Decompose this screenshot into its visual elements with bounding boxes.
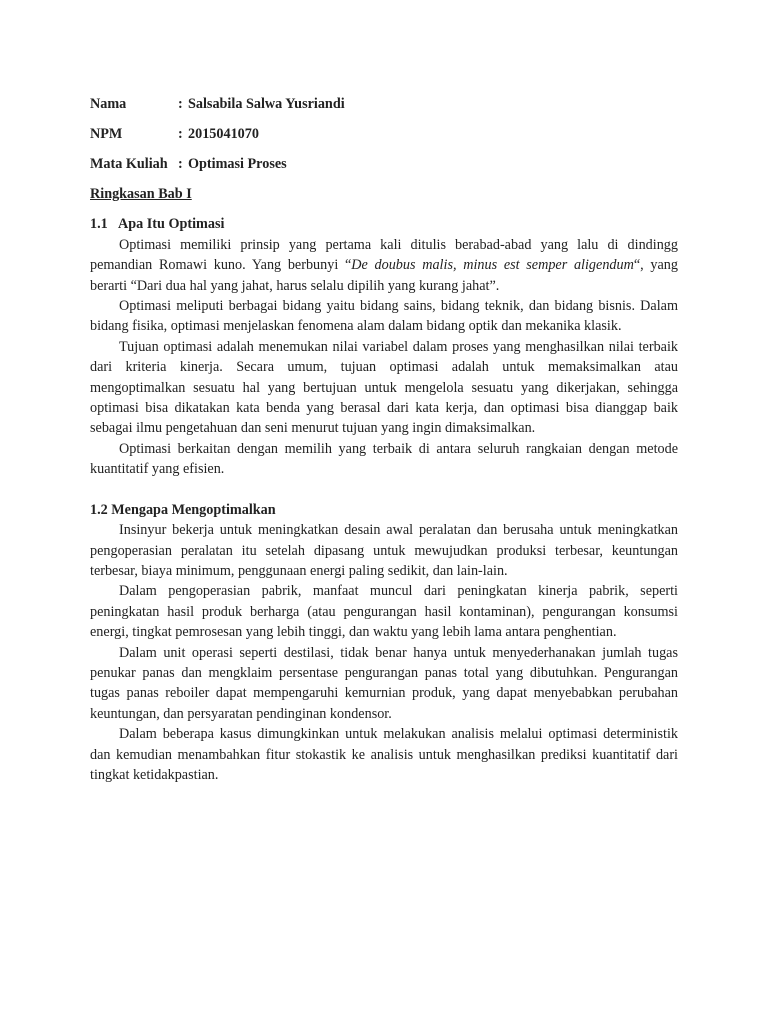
meta-label: Mata Kuliah <box>90 156 168 172</box>
meta-value-npm: 2015041070 <box>188 126 259 142</box>
paragraph: Tujuan optimasi adalah menemukan nilai variabel dalam proses yang menghasilkan nilai terbaik dari kriteria kinerja. Secara umum, tujuan optimasi adalah untuk memaksimalkan atau mengoptimalkan sesuatu hal yang bertujuan untuk mengelola sesuatu yang dikerjakan, sehingga optimasi bisa dikatakan kata benda yang berasal dari kata kerja, dan optimasi bisa dianggap baik sebagai ilmu pengetahuan dan seni menurut tujuan yang ingin dimaksimalkan. <box>90 338 678 437</box>
meta-label: Nama <box>90 96 127 112</box>
document-title: Ringkasan Bab I <box>90 186 192 202</box>
section-title: Apa Itu Optimasi <box>118 216 225 233</box>
paragraph: Optimasi berkaitan dengan memilih yang terbaik di antara seluruh rangkaian dengan metode kuantitatif yang efisien. <box>90 440 678 478</box>
paragraph: Optimasi meliputi berbagai bidang yaitu bidang sains, bidang teknik, dan bidang bisnis. Dalam bidang fisika, optimasi menjelaskan fenomena alam dalam bidang optik dan mekanika klasik. <box>90 298 678 335</box>
meta-row-npm <box>90 124 678 144</box>
section-heading-1-2: 1.2 Mengapa Mengoptimalkan <box>90 501 276 518</box>
text-run: Optimasi memiliki prinsip yang pertama kali ditulis berabad-abad yang lalu di dindingg pemandian Romawi kuno. Yang berbunyi “ <box>90 236 678 274</box>
text-run: “, yang berarti “Dari dua hal yang jahat, harus selalu dipilih yang kurang jahat”. <box>90 257 678 294</box>
latin-quote: De doubus malis, minus est semper aligendum <box>351 257 634 274</box>
paragraph: Dalam unit operasi seperti destilasi, tidak benar hanya untuk menyederhanakan jumlah tugas penukar panas dan mengklaim persentase pengurangan panas total yang dibutuhkan. Pengurangan tugas panas reboiler dapat mempengaruhi kemurnian produk, yang dapat menyebabkan perubahan keuntungan, dan persyaratan pendinginan kondensor. <box>90 644 678 722</box>
meta-row-course <box>90 154 678 174</box>
meta-row-nama <box>90 94 678 114</box>
meta-label: NPM <box>90 126 123 142</box>
section-heading-1-1 <box>90 214 678 234</box>
meta-separator: : <box>178 126 183 142</box>
paragraph: Insinyur bekerja untuk meningkatkan desain awal peralatan dan berusaha untuk meningkatkan pengoperasian peralatan itu setelah dipasang untuk mewujudkan produksi terbesar, keuntungan terbesar, biaya minimum, penggunaan energi paling sedikit, dan lain-lain. <box>90 522 678 579</box>
meta-separator: : <box>178 156 183 172</box>
paragraph: Dalam beberapa kasus dimungkinkan untuk melakukan analisis melalui optimasi deterministik dan kemudian menambahkan fitur stokastik ke analisis untuk menghasilkan prediksi kuantitatif dari tingkat ketidakpastian. <box>90 726 678 783</box>
meta-separator: : <box>178 96 183 112</box>
paragraph: Dalam pengoperasian pabrik, manfaat muncul dari peningkatan kinerja pabrik, seperti peningkatan hasil produk berharga (atau pengurangan hasil kontaminan), pengurangan konsumsi energi, tingkat pemrosesan yang lebih tinggi, dan waktu yang lebih lama antara penghentian. <box>90 583 678 641</box>
meta-value-name: Salsabila Salwa Yusriandi <box>188 96 345 112</box>
meta-value-course: Optimasi Proses <box>188 156 287 172</box>
document-body <box>90 94 678 785</box>
paragraph <box>90 235 678 296</box>
section-number: 1.1 <box>90 216 108 233</box>
